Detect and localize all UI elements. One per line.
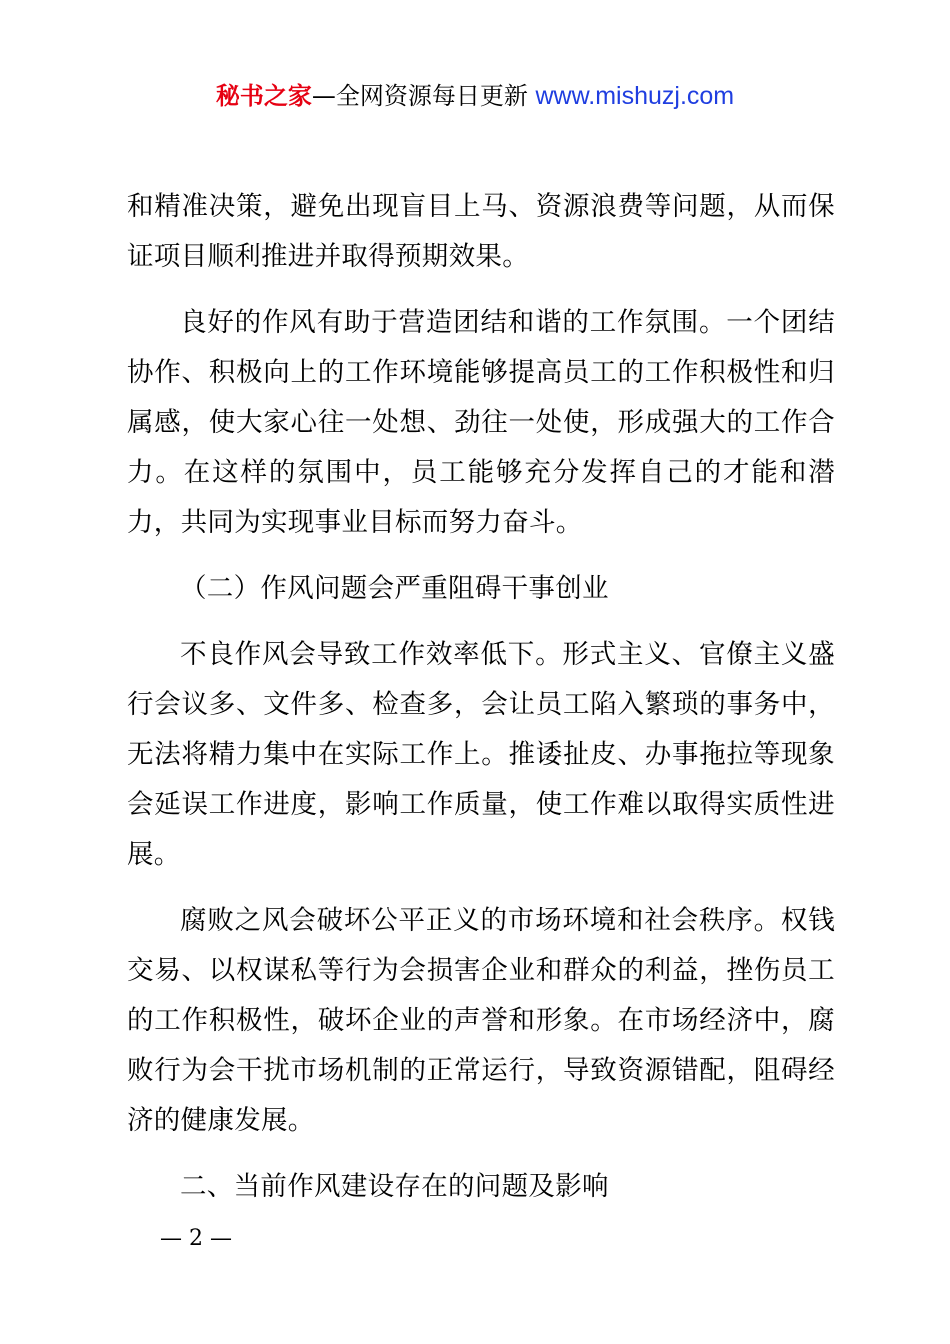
site-header <box>0 78 950 114</box>
paragraph-continuation: 和精准决策，避免出现盲目上马、资源浪费等问题，从而保证项目顺利推进并取得预期效果。 <box>127 191 835 272</box>
paragraph-low-efficiency: 不良作风会导致工作效率低下。形式主义、官僚主义盛行会议多、文件多、检查多，会让员工陷入繁琐的事务中，无法将精力集中在实际工作上。推诿扯皮、办事拖拉等现象会延误工作进度，影响工作质量，使工作难以取得实质性进展。 <box>127 639 835 870</box>
section-heading: 二、当前作风建设存在的问题及影响 <box>180 1171 609 1202</box>
section-subheading: （二）作风问题会严重阻碍干事创业 <box>180 573 609 604</box>
paragraph-corruption: 腐败之风会破坏公平正义的市场环境和社会秩序。权钱交易、以权谋私等行为会损害企业和群众的利益，挫伤员工的工作积极性，破坏企业的声誉和形象。在市场经济中，腐败行为会干扰市场机制的正常运行，导致资源错配，阻碍经济的健康发展。 <box>127 905 835 1136</box>
site-brand: 秘书之家 <box>215 82 312 110</box>
paragraph-work-atmosphere: 良好的作风有助于营造团结和谐的工作氛围。一个团结协作、积极向上的工作环境能够提高员工的工作积极性和归属感，使大家心往一处想、劲往一处使，形成强大的工作合力。在这样的氛围中，员工能够充分发挥自己的才能和潜力，共同为实现事业目标而努力奋斗。 <box>127 307 835 538</box>
site-url-link[interactable]: www.mishuzj.com <box>535 82 735 110</box>
document-body <box>127 182 835 1228</box>
page-number: — 2 — <box>160 1226 232 1251</box>
site-slogan: —全网资源每日更新 <box>311 82 528 110</box>
